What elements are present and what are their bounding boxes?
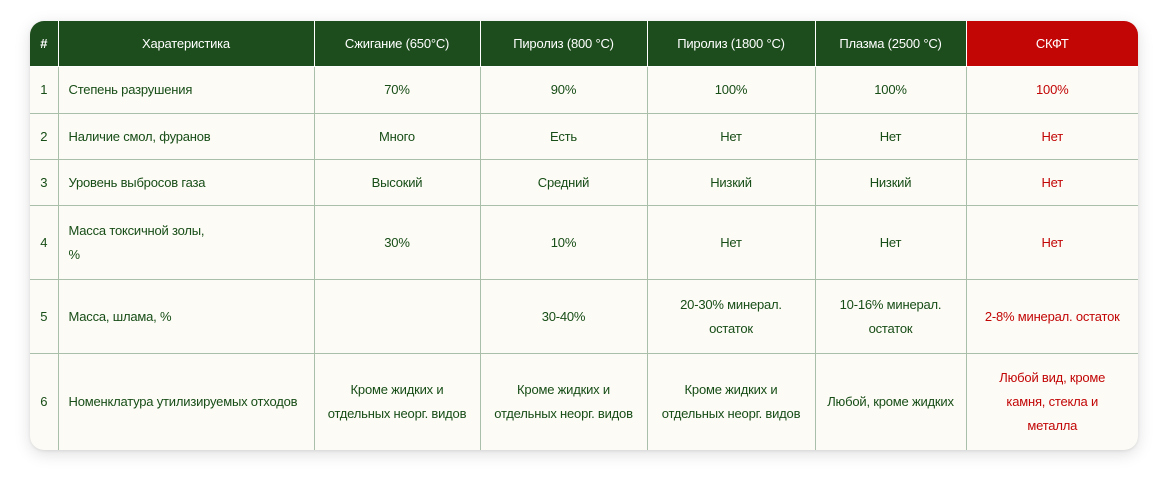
header-characteristic: Харатеристика bbox=[58, 21, 314, 67]
cell-line: Любой вид, кроме bbox=[999, 370, 1106, 386]
header-pyrolysis-800: Пиролиз (800 °С) bbox=[480, 21, 647, 67]
row-number: 5 bbox=[30, 280, 58, 354]
row-number: 2 bbox=[30, 114, 58, 160]
row-label: Степень разрушения bbox=[58, 67, 314, 114]
row-label: Наличие смол, фуранов bbox=[58, 114, 314, 160]
cell-line: отдельных неорг. видов bbox=[494, 406, 633, 422]
cell-pyrolysis-1800: 100% bbox=[647, 67, 815, 114]
cell-skft: 2-8% минерал. остаток bbox=[966, 280, 1138, 354]
cell-pyrolysis-1800: Нет bbox=[647, 114, 815, 160]
cell-incineration: Высокий bbox=[314, 160, 480, 206]
cell-pyrolysis-800: Средний bbox=[480, 160, 647, 206]
table-row bbox=[30, 206, 1138, 280]
cell-line: остаток bbox=[709, 320, 753, 336]
cell-line: 20-30% минерал. bbox=[680, 296, 782, 312]
row-label: Уровень выбросов газа bbox=[58, 160, 314, 206]
table-body bbox=[30, 67, 1138, 451]
cell-line: Кроме жидких и bbox=[517, 382, 610, 398]
cell-plasma: Низкий bbox=[815, 160, 966, 206]
cell-line: камня, стекла и bbox=[1006, 394, 1099, 410]
comparison-table-card bbox=[30, 21, 1138, 450]
cell-incineration bbox=[314, 354, 480, 451]
comparison-table bbox=[30, 21, 1138, 450]
header-skft: СКФТ bbox=[966, 21, 1138, 67]
header-row bbox=[30, 21, 1138, 67]
cell-line: отдельных неорг. видов bbox=[327, 406, 467, 422]
row-number: 3 bbox=[30, 160, 58, 206]
cell-incineration bbox=[314, 280, 480, 354]
cell-plasma: Нет bbox=[815, 206, 966, 280]
cell-incineration: Много bbox=[314, 114, 480, 160]
cell-line: 10-16% минерал. bbox=[839, 296, 942, 312]
cell-line: Кроме жидких и bbox=[350, 382, 444, 398]
cell-pyrolysis-800 bbox=[480, 354, 647, 451]
cell-line: отдельных неорг. видов bbox=[661, 406, 801, 422]
table-row bbox=[30, 280, 1138, 354]
cell-skft: 100% bbox=[966, 67, 1138, 114]
row-label: Номенклатура утилизируемых отходов bbox=[58, 354, 314, 451]
cell-skft: Нет bbox=[966, 160, 1138, 206]
cell-pyrolysis-1800: Нет bbox=[647, 206, 815, 280]
cell-skft: Нет bbox=[966, 114, 1138, 160]
cell-plasma bbox=[815, 280, 966, 354]
cell-pyrolysis-800: 10% bbox=[480, 206, 647, 280]
cell-plasma: Любой, кроме жидких bbox=[815, 354, 966, 451]
cell-line: Кроме жидких и bbox=[684, 382, 778, 398]
table-row bbox=[30, 114, 1138, 160]
table-header bbox=[30, 21, 1138, 67]
row-label bbox=[58, 206, 314, 280]
cell-skft: Нет bbox=[966, 206, 1138, 280]
row-label-line: % bbox=[68, 246, 80, 262]
cell-line: металла bbox=[1027, 418, 1078, 434]
cell-pyrolysis-800: 90% bbox=[480, 67, 647, 114]
header-pyrolysis-1800: Пиролиз (1800 °С) bbox=[647, 21, 815, 67]
cell-pyrolysis-1800 bbox=[647, 354, 815, 451]
cell-plasma: 100% bbox=[815, 67, 966, 114]
cell-incineration: 30% bbox=[314, 206, 480, 280]
cell-pyrolysis-800: 30-40% bbox=[480, 280, 647, 354]
row-number: 6 bbox=[30, 354, 58, 451]
table-row bbox=[30, 160, 1138, 206]
header-plasma: Плазма (2500 °С) bbox=[815, 21, 966, 67]
cell-pyrolysis-800: Есть bbox=[480, 114, 647, 160]
header-incineration: Сжигание (650°С) bbox=[314, 21, 480, 67]
cell-pyrolysis-1800 bbox=[647, 280, 815, 354]
row-label-line: Масса токсичной золы, bbox=[68, 222, 205, 238]
cell-plasma: Нет bbox=[815, 114, 966, 160]
cell-skft bbox=[966, 354, 1138, 451]
row-label: Масса, шлама, % bbox=[58, 280, 314, 354]
row-number: 4 bbox=[30, 206, 58, 280]
cell-incineration: 70% bbox=[314, 67, 480, 114]
table-row bbox=[30, 67, 1138, 114]
cell-line: остаток bbox=[868, 320, 913, 336]
header-number: # bbox=[30, 21, 58, 67]
row-number: 1 bbox=[30, 67, 58, 114]
cell-pyrolysis-1800: Низкий bbox=[647, 160, 815, 206]
table-row bbox=[30, 354, 1138, 451]
